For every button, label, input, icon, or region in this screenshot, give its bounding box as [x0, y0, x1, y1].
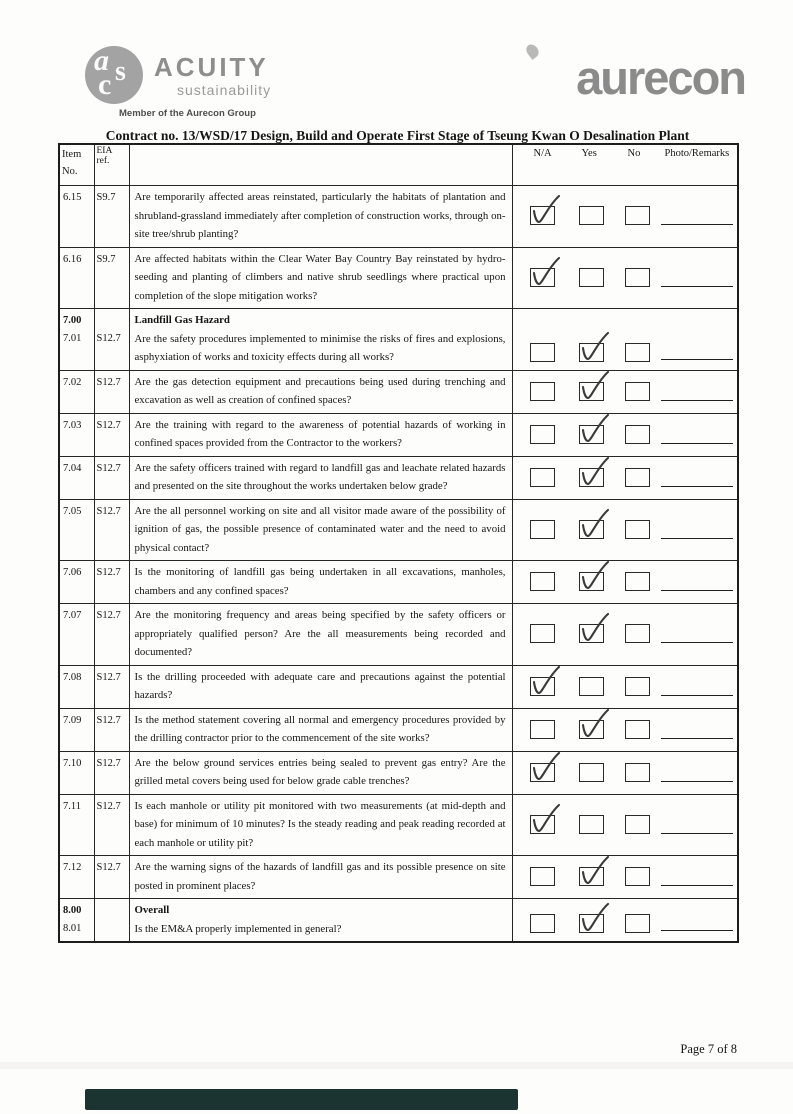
answer-boxes-row [513, 709, 738, 751]
answer-boxes-row [513, 500, 738, 561]
remarks-line [661, 833, 733, 834]
answer-boxes-row [513, 795, 738, 856]
question-cell [129, 899, 512, 943]
answer-boxes-row [513, 856, 738, 898]
acs-letter-c: c [98, 68, 112, 101]
page-number: Page 7 of 8 [680, 1042, 737, 1056]
acs-letter-a: a [94, 44, 109, 77]
aurecon-logo [495, 48, 745, 114]
answer-boxes-row [513, 457, 738, 499]
answer-boxes-row [513, 604, 738, 665]
item-no-cell: 7.05 [59, 499, 94, 561]
question-cell [129, 499, 512, 561]
remarks-line [661, 486, 733, 487]
header-item-no [59, 144, 94, 186]
checkbox-yes [579, 624, 604, 643]
checkbox-no [625, 815, 650, 834]
checkbox-yes [579, 572, 604, 591]
question-text: Are the monitoring frequency and areas being specified by the safety officers or appropriately qualified person? Are the all measurements being recorded and documented? [134, 609, 506, 658]
question-cell [129, 708, 512, 751]
eia-ref-cell: S12.7 [94, 604, 129, 666]
table-row [59, 899, 738, 943]
remarks-line [661, 538, 733, 539]
item-no-cell [59, 309, 94, 371]
check-mark-icon [576, 612, 612, 646]
remarks-line [661, 359, 733, 360]
checkbox-yes [579, 382, 604, 401]
answers-cell [512, 186, 738, 248]
table-row [59, 856, 738, 899]
table-row [59, 413, 738, 456]
checkbox-no [625, 572, 650, 591]
item-no-cell: 7.02 [59, 370, 94, 413]
check-mark-icon [527, 665, 563, 699]
answers-cell [512, 751, 738, 794]
header-eia-ref: EIA ref. [94, 144, 129, 186]
question-cell [129, 309, 512, 371]
checkbox-yes [579, 914, 604, 933]
header-item-line1: Item [62, 149, 82, 160]
question-text: Are affected habitats within the Clear Water Bay Country Bay reinstated by hydro-seeding and planting of climbers and native shrub seedlings where practical upon completion of the slope mitigation works? [134, 252, 506, 302]
acuity-member-tagline: Member of the Aurecon Group [119, 108, 256, 119]
checkbox-yes [579, 520, 604, 539]
checkbox-na [530, 815, 555, 834]
question-cell [129, 794, 512, 856]
checkbox-na [530, 763, 555, 782]
header-question [129, 144, 512, 186]
table-row [59, 247, 738, 309]
question-cell [129, 456, 512, 499]
eia-ref-cell: S12.7 [94, 708, 129, 751]
remarks-line [661, 642, 733, 643]
table-row [59, 665, 738, 708]
answer-boxes-row [513, 899, 738, 941]
header-photo-remarks: Photo/Remarks [664, 148, 730, 159]
checkbox-yes [579, 677, 604, 696]
checkbox-na [530, 520, 555, 539]
checkbox-yes [579, 763, 604, 782]
checkbox-yes [579, 425, 604, 444]
eia-ref: S12.7 [96, 333, 121, 344]
question-text: Is the drilling proceeded with adequate care and precautions against the potential hazards? [134, 670, 506, 701]
bottom-dark-bar [85, 1089, 518, 1110]
checkbox-no [625, 624, 650, 643]
remarks-line [661, 590, 733, 591]
checkbox-na [530, 268, 555, 287]
remarks-line [661, 224, 733, 225]
eia-ref-cell: S12.7 [94, 561, 129, 604]
question-text: Is the EM&A properly implemented in general? [134, 922, 342, 935]
eia-ref-cell: S9.7 [94, 247, 129, 309]
scan-artifact-band [0, 1062, 793, 1069]
checkbox-na [530, 720, 555, 739]
eia-ref-cell: S12.7 [94, 456, 129, 499]
table-row [59, 794, 738, 856]
answers-cell [512, 499, 738, 561]
item-no-cell: 7.08 [59, 665, 94, 708]
answer-boxes-row [513, 752, 738, 794]
checkbox-na [530, 624, 555, 643]
remarks-line [661, 738, 733, 739]
section-item-no: 8.00 [63, 905, 82, 916]
question-text: Are the safety procedures implemented to minimise the risks of fires and explosions, asphyxiation of works and toxicity effects during all works? [134, 332, 506, 363]
item-no-cell: 7.06 [59, 561, 94, 604]
check-mark-icon [527, 256, 563, 290]
answer-boxes-row [513, 248, 738, 309]
answers-cell [512, 604, 738, 666]
item-no-cell: 6.15 [59, 186, 94, 248]
eia-ref-cell: S12.7 [94, 665, 129, 708]
checkbox-no [625, 520, 650, 539]
page-title: Contract no. 13/WSD/17 Design, Build and Operate First Stage of Tseung Kwan O Desalination Plant [105, 128, 690, 143]
checkbox-no [625, 867, 650, 886]
header-answers [512, 144, 738, 186]
question-cell [129, 665, 512, 708]
checkbox-na [530, 677, 555, 696]
check-mark-icon [576, 456, 612, 490]
checkbox-na [530, 206, 555, 225]
acs-letter-s: s [115, 56, 126, 87]
check-mark-icon [576, 855, 612, 889]
checkbox-na [530, 425, 555, 444]
checklist-table [58, 143, 739, 943]
table-header-row [59, 144, 738, 186]
item-no-cell: 7.03 [59, 413, 94, 456]
checkbox-no [625, 677, 650, 696]
checkbox-yes [579, 815, 604, 834]
checkbox-no [625, 720, 650, 739]
acuity-sustainability-label: sustainability [177, 82, 272, 98]
checkbox-na [530, 343, 555, 362]
eia-ref-cell: S9.7 [94, 186, 129, 248]
item-no-cell: 7.10 [59, 751, 94, 794]
checkbox-no [625, 382, 650, 401]
remarks-line [661, 885, 733, 886]
question-cell [129, 413, 512, 456]
remarks-line [661, 930, 733, 931]
checkbox-na [530, 382, 555, 401]
question-cell [129, 186, 512, 248]
question-text: Are the training with regard to the awareness of potential hazards of working in confined spaces provided from the Contractor to the workers? [134, 418, 506, 449]
question-cell [129, 856, 512, 899]
checkbox-na [530, 572, 555, 591]
table-row [59, 604, 738, 666]
answer-boxes-row [513, 371, 738, 413]
checkbox-yes [579, 720, 604, 739]
answers-cell [512, 856, 738, 899]
checkbox-yes [579, 468, 604, 487]
answers-cell [512, 899, 738, 943]
check-mark-icon [527, 803, 563, 837]
remarks-line [661, 781, 733, 782]
answers-cell [512, 413, 738, 456]
check-mark-icon [576, 560, 612, 594]
eia-ref-cell: S12.7 [94, 413, 129, 456]
checkbox-no [625, 468, 650, 487]
table-row [59, 370, 738, 413]
question-text: Are the gas detection equipment and precautions being used during trenching and excavation as well as creation of confined spaces? [134, 375, 506, 406]
checkbox-yes [579, 206, 604, 225]
answer-boxes-row [513, 309, 738, 370]
question-cell [129, 751, 512, 794]
check-mark-icon [576, 902, 612, 936]
question-cell [129, 561, 512, 604]
eia-ref-cell: S12.7 [94, 499, 129, 561]
question-text: Is each manhole or utility pit monitored with two measurements (at mid-depth and base) for minimum of 10 minutes? Is the steady reading and peak reading recorded at each manhole or utility pit? [134, 799, 506, 849]
answer-boxes-row [513, 561, 738, 603]
checkbox-no [625, 425, 650, 444]
table-row [59, 309, 738, 371]
table-row [59, 186, 738, 248]
eia-ref-cell [94, 309, 129, 371]
header-yes: Yes [581, 148, 597, 159]
item-no-cell [59, 899, 94, 943]
aurecon-wordmark: aurecon [576, 51, 745, 104]
question-text: Are the below ground services entries being sealed to prevent gas entry? Are the grilled metal covers being used for below grade cable trenches? [134, 756, 506, 787]
eia-ref-cell [94, 899, 129, 943]
question-cell [129, 247, 512, 309]
header-item-line2: No. [62, 166, 78, 177]
checkbox-na [530, 914, 555, 933]
page-header [0, 40, 793, 135]
checkbox-yes [579, 867, 604, 886]
remarks-line [661, 443, 733, 444]
question-text: Are the warning signs of the hazards of landfill gas and its possible presence on site posted in prominent places? [134, 861, 506, 892]
answers-cell [512, 309, 738, 371]
answers-cell [512, 247, 738, 309]
check-mark-icon [576, 508, 612, 542]
check-mark-icon [576, 370, 612, 404]
checkbox-no [625, 914, 650, 933]
acuity-wordmark: ACUITY [154, 52, 269, 82]
table-row [59, 708, 738, 751]
checkbox-yes [579, 343, 604, 362]
remarks-line [661, 400, 733, 401]
eia-ref-cell: S12.7 [94, 856, 129, 899]
remarks-line [661, 695, 733, 696]
item-no-cell: 7.12 [59, 856, 94, 899]
answers-cell [512, 794, 738, 856]
check-mark-icon [576, 413, 612, 447]
header-na: N/A [533, 148, 552, 159]
check-mark-icon [576, 331, 612, 365]
aurecon-leaf-icon [524, 42, 541, 60]
checkbox-no [625, 343, 650, 362]
question-text: Is the monitoring of landfill gas being undertaken in all excavations, manholes, chambers and any confined spaces? [134, 566, 506, 597]
answer-boxes-row [513, 186, 738, 247]
item-no-cell: 7.11 [59, 794, 94, 856]
eia-ref-cell: S12.7 [94, 751, 129, 794]
table-row [59, 561, 738, 604]
item-no: 7.01 [63, 333, 82, 344]
question-cell [129, 370, 512, 413]
section-label: Overall [134, 904, 170, 916]
checkbox-no [625, 763, 650, 782]
checkbox-na [530, 867, 555, 886]
section-item-no: 7.00 [63, 315, 82, 326]
question-text: Are the all personnel working on site and all visitor made aware of the possibility of ignition of gas, the possible presence of contaminated water and the need to avoid physical contact? [134, 504, 506, 554]
answers-cell [512, 708, 738, 751]
section-label: Landfill Gas Hazard [134, 314, 230, 326]
table-row [59, 456, 738, 499]
acs-monogram-icon [85, 46, 143, 104]
question-text: Are the safety officers trained with regard to landfill gas and leachate related hazards and presented on the site throughout the works undertaken below grade? [134, 461, 506, 492]
eia-ref-cell: S12.7 [94, 794, 129, 856]
item-no: 8.01 [63, 923, 82, 934]
check-mark-icon [527, 751, 563, 785]
item-no-cell: 7.04 [59, 456, 94, 499]
checkbox-yes [579, 268, 604, 287]
question-cell [129, 604, 512, 666]
question-text: Are temporarily affected areas reinstated, particularly the habitats of plantation and shrubland-grassland immediately after completion of construction works, through on-site tree/shrub planting? [134, 191, 506, 240]
item-no-cell: 7.07 [59, 604, 94, 666]
answer-boxes-row [513, 666, 738, 708]
checkbox-no [625, 268, 650, 287]
answers-cell [512, 561, 738, 604]
table-row [59, 499, 738, 561]
checkbox-na [530, 468, 555, 487]
answers-cell [512, 370, 738, 413]
answers-cell [512, 456, 738, 499]
table-row [59, 751, 738, 794]
check-mark-icon [576, 708, 612, 742]
check-mark-icon [527, 194, 563, 228]
item-no-cell: 7.09 [59, 708, 94, 751]
question-text: Is the method statement covering all normal and emergency procedures provided by the drilling contractor prior to the commencement of the site works? [134, 713, 506, 744]
answer-boxes-row [513, 414, 738, 456]
checkbox-no [625, 206, 650, 225]
header-no: No [627, 148, 641, 159]
item-no-cell: 6.16 [59, 247, 94, 309]
eia-ref-cell: S12.7 [94, 370, 129, 413]
remarks-line [661, 286, 733, 287]
answers-cell [512, 665, 738, 708]
